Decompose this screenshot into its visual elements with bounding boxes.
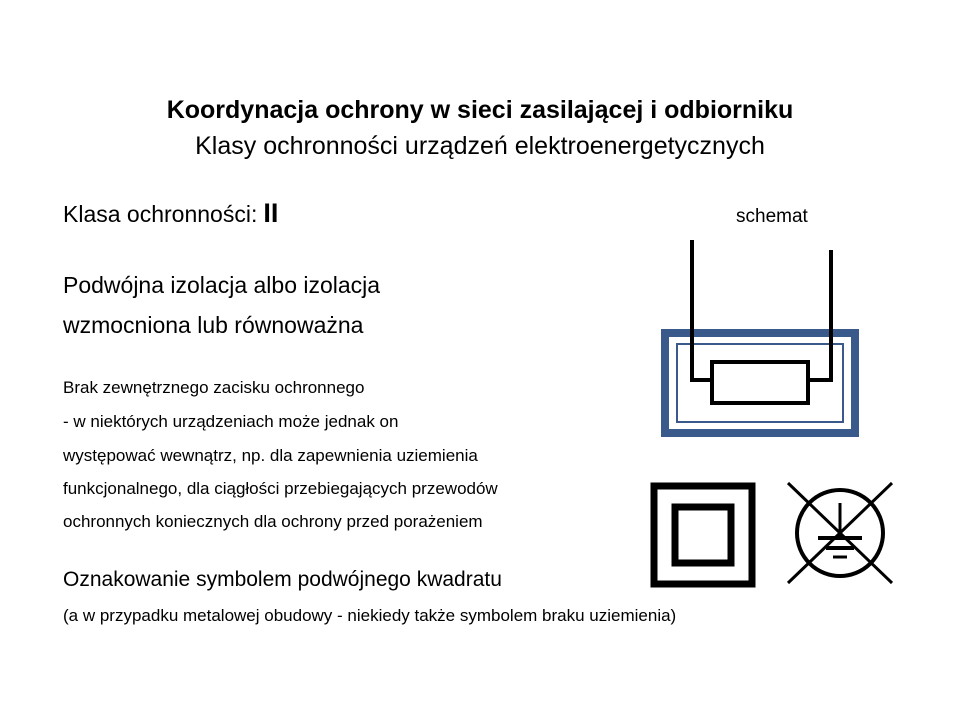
slide-title (0, 92, 960, 164)
insulation-line-1: Podwójna izolacja albo izolacja (63, 272, 381, 298)
no-earth-icon (780, 478, 900, 588)
insulation-line-2: wzmocniona lub równoważna (63, 312, 364, 338)
double-square-icon (648, 480, 758, 590)
schematic-diagram (655, 235, 870, 445)
resistor-load (712, 362, 808, 403)
terminal-note-line-5: ochronnych koniecznych dla ochrony przed porażeniem (63, 512, 483, 531)
marking-line-2: (a w przypadku metalowej obudowy - niekiedy także symbolem braku uziemienia) (63, 606, 677, 625)
terminal-note-line-4: funkcjonalnego, dla ciągłości przebiegających przewodów (63, 479, 498, 498)
title-sub: Klasy ochronności urządzeń elektroenergetycznych (195, 132, 765, 160)
terminal-note-line-2: - w niektórych urządzeniach może jednak on (63, 412, 399, 431)
protection-class-line (63, 198, 278, 229)
terminal-note-line-1: Brak zewnętrznego zacisku ochronnego (63, 378, 365, 397)
marking-line-1: Oznakowanie symbolem podwójnego kwadratu (63, 568, 502, 591)
title-main: Koordynacja ochrony w sieci zasilającej i odbiorniku (166, 96, 794, 124)
terminal-note-line-3: występować wewnątrz, np. dla zapewnienia uziemienia (63, 446, 478, 465)
protection-class-value: II (263, 198, 279, 228)
schematic-label: schemat (736, 206, 808, 227)
protection-class-label: Klasa ochronności: (63, 201, 258, 227)
